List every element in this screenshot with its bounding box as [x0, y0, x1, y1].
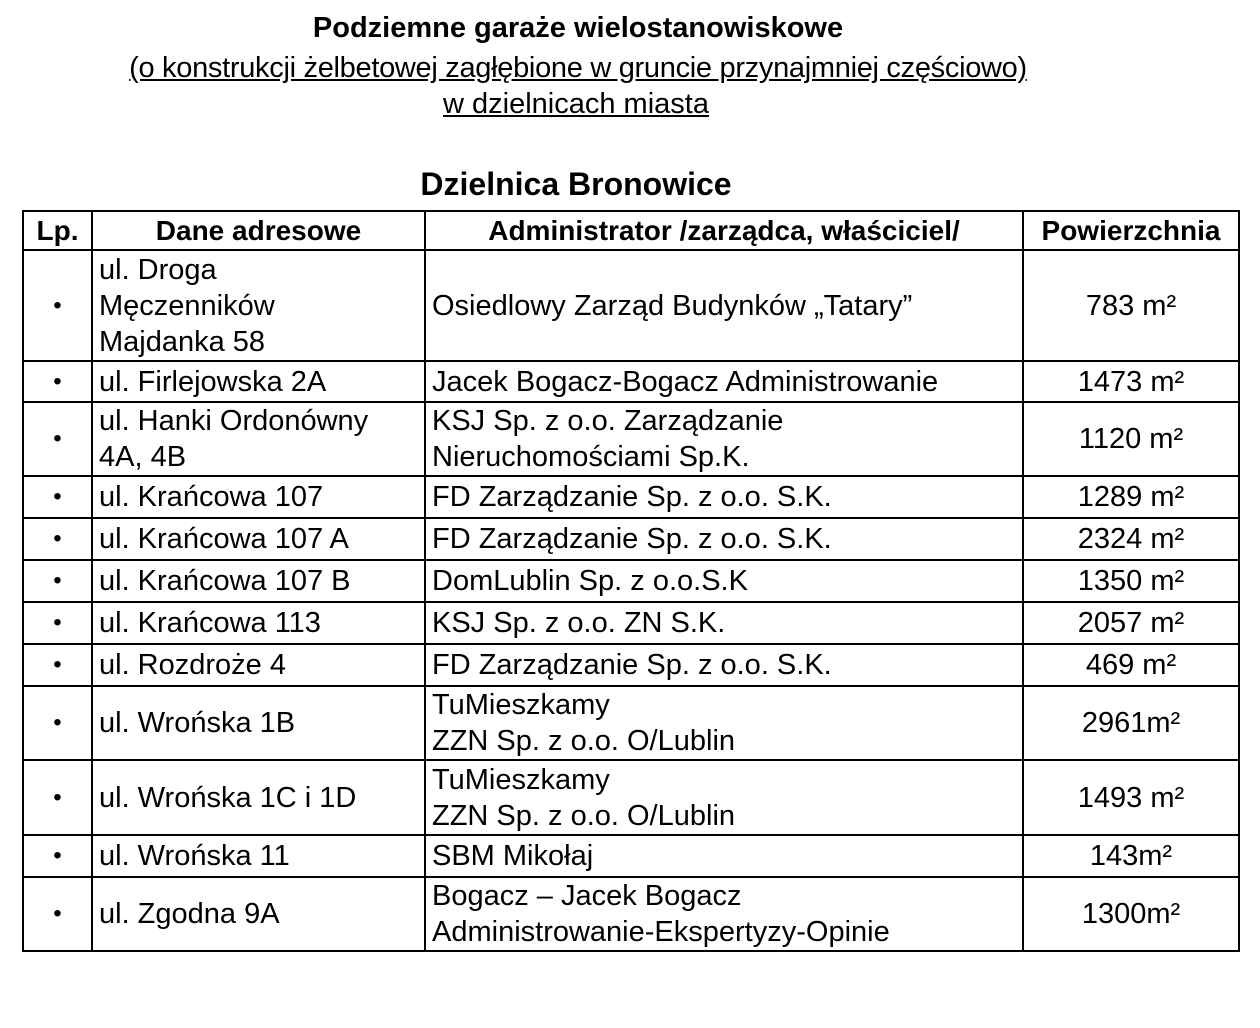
row-bullet: • [23, 835, 92, 877]
row-bullet: • [23, 760, 92, 835]
administrator-cell: KSJ Sp. z o.o. ZN S.K. [425, 602, 1023, 644]
administrator-cell: TuMieszkamy ZZN Sp. z o.o. O/Lublin [425, 760, 1023, 835]
administrator-cell: KSJ Sp. z o.o. Zarządzanie Nieruchomościami Sp.K. [425, 402, 1023, 476]
row-bullet: • [23, 250, 92, 361]
area-cell: 469 m² [1023, 644, 1239, 686]
table-row [23, 402, 1239, 476]
address-cell: ul. Firlejowska 2A [92, 361, 425, 402]
garages-table [22, 210, 1240, 952]
address-cell: ul. Hanki Ordonówny 4A, 4B [92, 402, 425, 476]
area-cell: 1473 m² [1023, 361, 1239, 402]
table-row [23, 518, 1239, 560]
address-cell: ul. Rozdroże 4 [92, 644, 425, 686]
administrator-cell: Bogacz – Jacek Bogacz Administrowanie-Ekspertyzy-Opinie [425, 877, 1023, 951]
row-bullet: • [23, 361, 92, 402]
table-row [23, 602, 1239, 644]
row-bullet: • [23, 602, 92, 644]
table-row [23, 476, 1239, 518]
row-bullet: • [23, 560, 92, 602]
district-heading: Dzielnica Bronowice [420, 166, 732, 202]
area-cell: 143m² [1023, 835, 1239, 877]
administrator-cell: TuMieszkamy ZZN Sp. z o.o. O/Lublin [425, 686, 1023, 760]
table-header-row [23, 211, 1239, 250]
address-cell: ul. Krańcowa 107 [92, 476, 425, 518]
table-row [23, 644, 1239, 686]
area-cell: 2961m² [1023, 686, 1239, 760]
header-area: Powierzchnia [1023, 211, 1239, 250]
administrator-cell: Osiedlowy Zarząd Budynków „Tatary” [425, 250, 1023, 361]
header-administrator: Administrator /zarządca, właściciel/ [425, 211, 1023, 250]
document-subtitle-line2: w dzielnicach miasta [443, 88, 709, 120]
address-cell: ul. Krańcowa 107 A [92, 518, 425, 560]
administrator-cell: FD Zarządzanie Sp. z o.o. S.K. [425, 476, 1023, 518]
row-bullet: • [23, 686, 92, 760]
administrator-cell: FD Zarządzanie Sp. z o.o. S.K. [425, 644, 1023, 686]
table-row [23, 877, 1239, 951]
address-cell: ul. Wrońska 11 [92, 835, 425, 877]
area-cell: 1289 m² [1023, 476, 1239, 518]
address-cell: ul. Wrońska 1B [92, 686, 425, 760]
area-cell: 783 m² [1023, 250, 1239, 361]
area-cell: 1120 m² [1023, 402, 1239, 476]
table-row [23, 686, 1239, 760]
administrator-cell: FD Zarządzanie Sp. z o.o. S.K. [425, 518, 1023, 560]
area-cell: 1300m² [1023, 877, 1239, 951]
administrator-cell: DomLublin Sp. z o.o.S.K [425, 560, 1023, 602]
row-bullet: • [23, 518, 92, 560]
area-cell: 2057 m² [1023, 602, 1239, 644]
document-title: Podziemne garaże wielostanowiskowe [312, 12, 844, 44]
table-row [23, 560, 1239, 602]
document-subtitle-line1: (o konstrukcji żelbetowej zagłębione w gruncie przynajmniej częściowo) [129, 52, 1027, 84]
header-lp: Lp. [23, 211, 92, 250]
table-row [23, 835, 1239, 877]
row-bullet: • [23, 644, 92, 686]
address-cell: ul. Droga Męczenników Majdanka 58 [92, 250, 425, 361]
administrator-cell: SBM Mikołaj [425, 835, 1023, 877]
area-cell: 2324 m² [1023, 518, 1239, 560]
address-cell: ul. Krańcowa 107 B [92, 560, 425, 602]
table-row [23, 361, 1239, 402]
table-row [23, 250, 1239, 361]
row-bullet: • [23, 476, 92, 518]
address-cell: ul. Zgodna 9A [92, 877, 425, 951]
row-bullet: • [23, 877, 92, 951]
area-cell: 1350 m² [1023, 560, 1239, 602]
address-cell: ul. Krańcowa 113 [92, 602, 425, 644]
address-cell: ul. Wrońska 1C i 1D [92, 760, 425, 835]
row-bullet: • [23, 402, 92, 476]
header-address: Dane adresowe [92, 211, 425, 250]
administrator-cell: Jacek Bogacz-Bogacz Administrowanie [425, 361, 1023, 402]
table-row [23, 760, 1239, 835]
area-cell: 1493 m² [1023, 760, 1239, 835]
